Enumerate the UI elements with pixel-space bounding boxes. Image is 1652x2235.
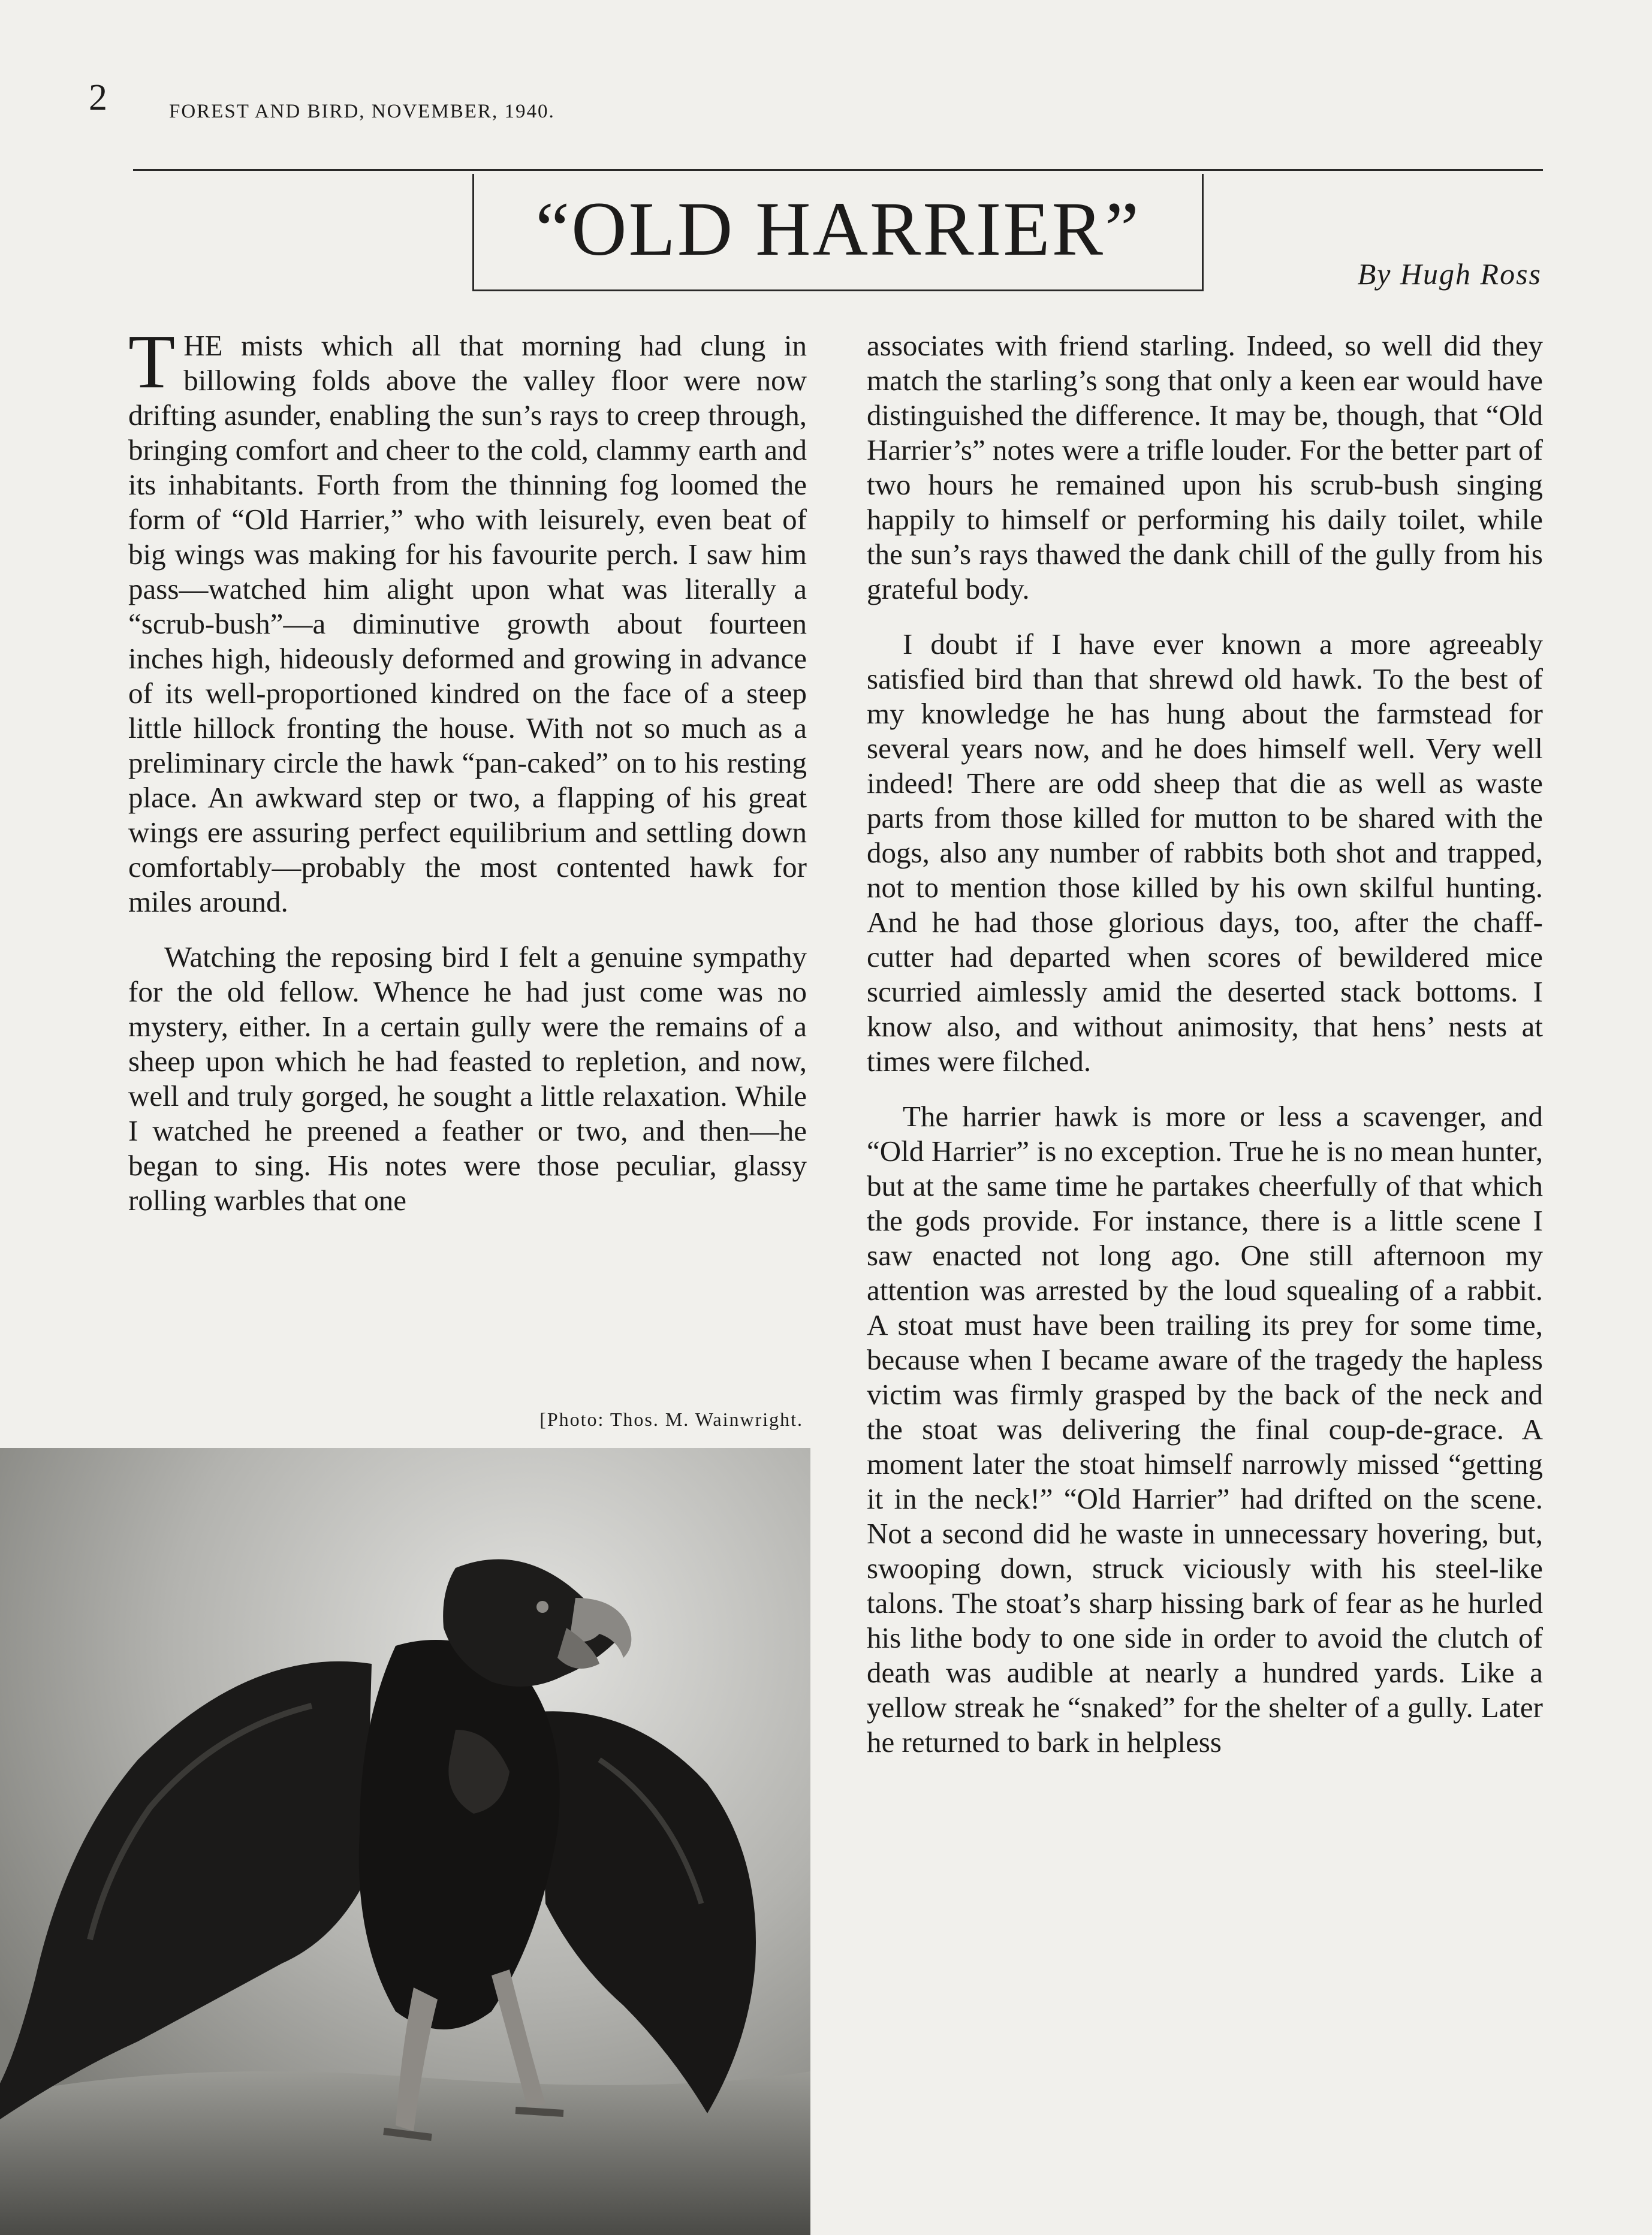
byline: By Hugh Ross — [1357, 257, 1542, 291]
drop-cap: T — [128, 319, 176, 404]
paragraph: Watching the reposing bird I felt a genuine sympathy for the old fellow. Whence he had just come was no mystery, either. In a certain gully were the remains of a sheep upon which he had feasted to repletion, and now, well and truly gorged, he sought a little relaxation. While I watched he preened a feather or two, and then—he began to sing. His notes were those peculiar, glassy rolling warbles that one — [128, 940, 807, 1217]
header-rule — [133, 169, 1543, 171]
paragraph: associates with friend starling. Indeed, so well did they match the starling’s song that only a keen ear would have distinguished the difference. It may be, though, that “Old Harrier’s” notes were a trifle louder. For the better part of two hours he remained upon his scrub-bush singing happily to himself or performing his daily toilet, while the sun’s rays thawed the dank chill of the gully from his grateful body. — [867, 329, 1543, 605]
article-title: “OLD HARRIER” — [535, 186, 1141, 272]
left-column — [128, 319, 807, 1238]
paragraph: The harrier hawk is more or less a scavenger, and “Old Harrier” is no exception. True he is no mean hunter, but at the same time he partakes cheerfully of that which the gods provide. For instance, there is a little scene I saw enacted not long ago. One still afternoon my attention was arrested by the loud squealing of a rabbit. A stoat must have been trailing its prey for some time, because when I became aware of the tragedy the hapless victim was firmly grasped by the back of the neck and the stoat was delivering the final coup-de-grace. A moment later the stoat himself narrowly missed “getting it in the neck!” “Old Harrier” had drifted on the scene. Not a second did he waste in unnecessary hovering, but, swooping down, struck viciously with his steel-like talons. The stoat’s sharp hissing bark of fear as he hurled his lithe body to one side in order to avoid the clutch of death was audible at nearly a hundred yards. Like a yellow streak he “snaked” for the shelter of a gully. Later he returned to bark in helpless — [867, 1100, 1543, 1759]
page-number: 2 — [89, 77, 107, 118]
hawk-photograph — [0, 1448, 810, 2235]
paragraph — [128, 319, 807, 919]
paragraph-text: HE mists which all that morning had clung in billowing folds above the valley floor were now drifting asunder, enabling the sun’s rays to creep through, bringing comfort and cheer to the cold, clammy earth and its inhabitants. Forth from the thinning fog loomed the form of “Old Harrier,” who with leisurely, even beat of big wings was making for his favourite perch. I saw him pass—watched him alight upon what was literally a “scrub-bush”—a diminutive growth about fourteen inches high, hideously deformed and growing in advance of its well-proportioned kindred on the face of a steep little hillock fronting the house. With not so much as a preliminary circle the hawk “pan-caked” on to his resting place. An awkward step or two, a flapping of his great wings ere assuring perfect equilibrium and settling down comfortably—probably the most contented hawk for miles around. — [128, 329, 807, 918]
running-head: FOREST AND BIRD, NOVEMBER, 1940. — [169, 101, 555, 122]
hawk-illustration — [0, 1448, 810, 2235]
right-column — [867, 328, 1543, 1780]
photo-credit: [Photo: Thos. M. Wainwright. — [539, 1408, 803, 1430]
paragraph: I doubt if I have ever known a more agreeably satisfied bird than that shrewd old hawk. To the best of my knowledge he has hung about the farmstead for several years now, and he does himself well. Very well indeed! There are odd sheep that die as well as waste parts from those killed for mutton to be shared with the dogs, also any number of rabbits both shot and trapped, not to mention those killed by his own skilful hunting. And he had those glorious days, too, after the chaff-cutter had departed when scores of bewildered mice scurried aimlessly amid the deserted stack bottoms. I know also, and without animosity, that hens’ nests at times were filched. — [867, 628, 1543, 1078]
